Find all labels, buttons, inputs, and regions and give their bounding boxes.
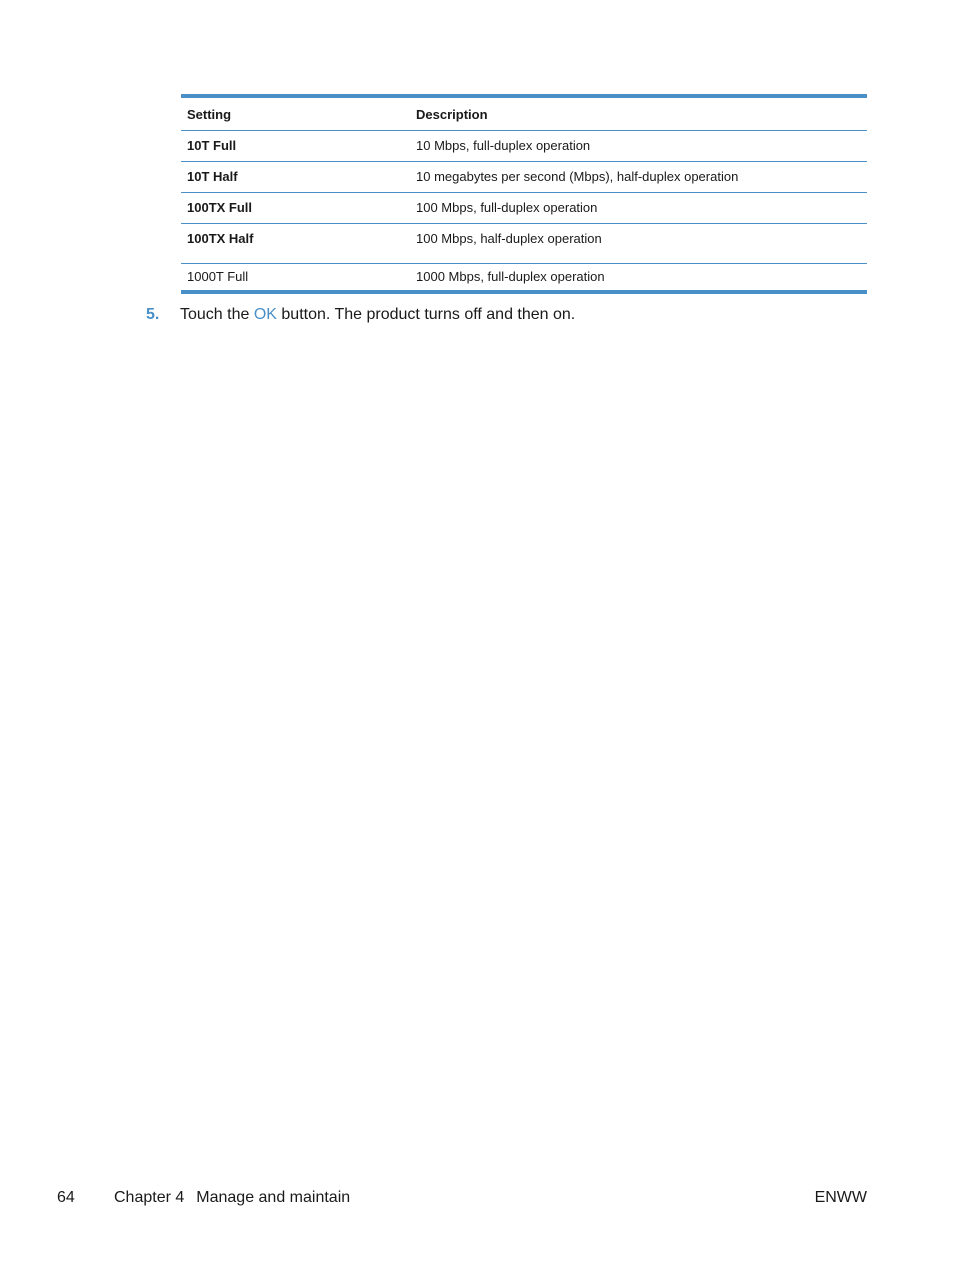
table-row	[181, 224, 867, 264]
setting-cell: 1000T Full	[187, 269, 249, 284]
table-header-row	[181, 96, 867, 131]
step-number: 5.	[146, 306, 160, 323]
ok-button-reference: OK	[253, 306, 277, 323]
step-text-before: Touch the	[180, 306, 254, 323]
description-cell: 100 Mbps, half-duplex operation	[410, 224, 867, 264]
setting-cell: 100TX Half	[181, 224, 410, 264]
settings-table	[181, 94, 867, 294]
footer-left	[57, 1189, 350, 1207]
table-row	[181, 131, 867, 162]
table-row	[181, 193, 867, 224]
column-header-description: Description	[410, 96, 867, 131]
step-text-after: button. The product turns off and then on.	[276, 306, 576, 323]
footer-right-label: ENWW	[814, 1189, 867, 1206]
description-cell: 1000 Mbps, full-duplex operation	[416, 269, 605, 284]
table-row	[181, 162, 867, 193]
description-cell: 100 Mbps, full-duplex operation	[410, 193, 867, 224]
description-cell: 10 Mbps, full-duplex operation	[410, 131, 867, 162]
chapter-title: Manage and maintain	[196, 1189, 351, 1206]
page-number: 64	[57, 1189, 75, 1206]
table-row	[181, 264, 867, 293]
chapter-label: Chapter 4	[114, 1189, 185, 1206]
column-header-setting: Setting	[181, 96, 410, 131]
setting-cell: 10T Half	[181, 162, 410, 193]
step-item	[146, 306, 575, 324]
setting-cell: 100TX Full	[181, 193, 410, 224]
description-cell: 10 megabytes per second (Mbps), half-duplex operation	[410, 162, 867, 193]
setting-cell: 10T Full	[181, 131, 410, 162]
